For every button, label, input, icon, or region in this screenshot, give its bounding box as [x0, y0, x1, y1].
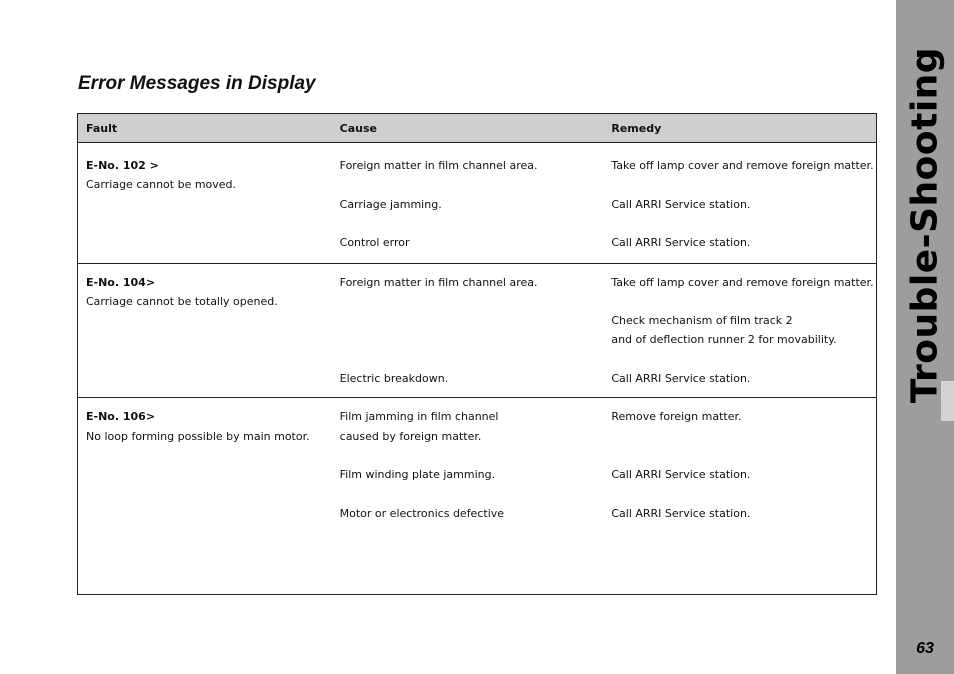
- table-row: [78, 398, 877, 595]
- page-number: 63: [916, 640, 934, 657]
- cause-text: caused by foreign matter.: [339, 430, 482, 443]
- error-code: E-No. 104>: [86, 276, 156, 289]
- section-title: Trouble-Shooting: [904, 46, 946, 404]
- remedy-text: Call ARRI Service station.: [611, 507, 751, 520]
- header-fault: Fault: [78, 114, 332, 143]
- fault-description: No loop forming possible by main motor.: [86, 430, 310, 443]
- cause-text: Foreign matter in film channel area.: [339, 159, 538, 172]
- remedy-text: Call ARRI Service station.: [611, 372, 751, 385]
- remedy-text: Remove foreign matter.: [611, 410, 742, 423]
- remedy-text: Call ARRI Service station.: [611, 198, 751, 211]
- fault-description: Carriage cannot be totally opened.: [86, 295, 278, 308]
- remedy-text: and of deflection runner 2 for movability.: [611, 333, 837, 346]
- error-code: E-No. 102 >: [86, 159, 159, 172]
- remedy-text: Call ARRI Service station.: [611, 468, 751, 481]
- fault-description: Carriage cannot be moved.: [86, 178, 237, 191]
- table-row: [78, 264, 877, 398]
- cause-text: Film jamming in film channel: [339, 410, 499, 423]
- cause-text: Control error: [339, 236, 410, 249]
- page-heading: Error Messages in Display: [78, 73, 316, 94]
- table-row: [78, 143, 877, 264]
- error-code: E-No. 106>: [86, 410, 156, 423]
- remedy-text: Check mechanism of film track 2: [611, 314, 793, 327]
- remedy-text: Take off lamp cover and remove foreign matter.: [611, 159, 874, 172]
- header-remedy: Remedy: [603, 114, 876, 143]
- cause-text: Electric breakdown.: [339, 372, 449, 385]
- cause-text: Carriage jamming.: [339, 198, 442, 211]
- table-header-row: [78, 114, 877, 143]
- error-table: [77, 113, 877, 595]
- cause-text: Film winding plate jamming.: [339, 468, 496, 481]
- remedy-text: Take off lamp cover and remove foreign matter.: [611, 276, 874, 289]
- cause-text: Motor or electronics defective: [339, 507, 505, 520]
- remedy-text: Call ARRI Service station.: [611, 236, 751, 249]
- header-cause: Cause: [332, 114, 604, 143]
- cause-text: Foreign matter in film channel area.: [339, 276, 538, 289]
